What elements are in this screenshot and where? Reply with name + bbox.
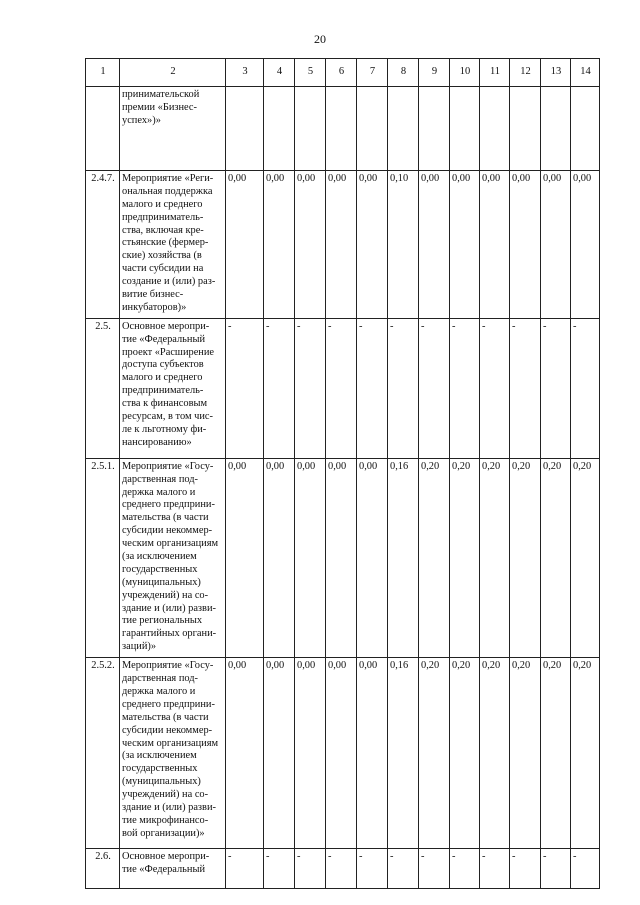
row-description [120, 849, 226, 889]
table-header-row [86, 59, 600, 87]
value-cell: - [450, 318, 480, 458]
table-row [86, 171, 600, 319]
value-cell: 0,00 [450, 171, 480, 319]
description-line: малого и среднего [122, 372, 203, 384]
description-line: (за исключением [122, 551, 197, 563]
value-cell [480, 87, 510, 171]
value-cell [419, 87, 450, 171]
value-cell: 0,00 [510, 171, 541, 319]
value-cell: - [480, 849, 510, 889]
value-cell [326, 87, 357, 171]
table-row [86, 458, 600, 657]
column-header: 5 [295, 59, 326, 87]
description-line: среднего предприни- [122, 499, 215, 511]
value-cell: 0,00 [226, 458, 264, 657]
description-line: витие бизнес- [122, 289, 184, 301]
value-cell [388, 87, 419, 171]
value-cell: 0,20 [510, 458, 541, 657]
value-cell: 0,20 [419, 458, 450, 657]
value-cell: - [571, 849, 600, 889]
value-cell: 0,20 [571, 458, 600, 657]
value-cell: - [419, 318, 450, 458]
description-line: части субсидии на [122, 263, 204, 275]
value-cell [264, 87, 295, 171]
description-line: малого и среднего [122, 198, 203, 210]
value-cell: - [541, 849, 571, 889]
description-line: тие микрофинансо- [122, 814, 209, 826]
page-number: 20 [314, 32, 326, 46]
description-line: здание и (или) разви- [122, 602, 216, 614]
column-header: 12 [510, 59, 541, 87]
description-line: держка малого и [122, 685, 196, 697]
value-cell: 0,20 [419, 658, 450, 849]
row-description [120, 318, 226, 458]
row-description [120, 658, 226, 849]
description-line: ческим организациям [122, 737, 219, 749]
description-line: тие «Федеральный [122, 333, 206, 345]
value-cell: 0,20 [450, 658, 480, 849]
column-header: 10 [450, 59, 480, 87]
description-line: учреждений) на со- [122, 589, 209, 601]
value-cell: - [264, 318, 295, 458]
value-cell: 0,00 [326, 458, 357, 657]
description-line: (муниципальных) [122, 576, 201, 588]
row-description [120, 458, 226, 657]
value-cell: - [510, 318, 541, 458]
value-cell: - [326, 849, 357, 889]
description-line: государственных [122, 563, 198, 575]
value-cell: - [541, 318, 571, 458]
value-cell [357, 87, 388, 171]
value-cell: - [480, 318, 510, 458]
description-line: успех»)» [122, 114, 161, 126]
row-number: 2.5.1. [86, 458, 120, 657]
value-cell: 0,16 [388, 658, 419, 849]
description-line: держка малого и [122, 486, 196, 498]
column-header: 1 [86, 59, 120, 87]
description-line: проект «Расширение [122, 346, 215, 358]
description-line: государственных [122, 763, 198, 775]
value-cell: - [510, 849, 541, 889]
value-cell: 0,00 [226, 658, 264, 849]
description-line: мательства (в части [122, 711, 209, 723]
indicators-table [85, 58, 600, 889]
value-cell: 0,00 [357, 171, 388, 319]
value-cell: 0,20 [541, 658, 571, 849]
value-cell: 0,00 [571, 171, 600, 319]
description-line: гарантийных органи- [122, 628, 217, 640]
table-row [86, 849, 600, 889]
value-cell [541, 87, 571, 171]
description-line: ле к льготному фи- [122, 423, 207, 435]
value-cell: 0,20 [510, 658, 541, 849]
value-cell: - [226, 318, 264, 458]
value-cell: 0,16 [388, 458, 419, 657]
value-cell: 0,00 [357, 458, 388, 657]
description-line: ские) хозяйства (в [122, 250, 202, 262]
table-row [86, 658, 600, 849]
value-cell: 0,00 [264, 658, 295, 849]
value-cell: 0,00 [264, 171, 295, 319]
row-number: 2.6. [86, 849, 120, 889]
value-cell: 0,00 [264, 458, 295, 657]
value-cell: 0,00 [326, 171, 357, 319]
column-header: 9 [419, 59, 450, 87]
description-line: среднего предприни- [122, 698, 215, 710]
description-line: ресурсам, в том чис- [122, 411, 213, 423]
description-line: тие «Федеральный [122, 864, 206, 876]
column-header: 13 [541, 59, 571, 87]
description-line: заций)» [122, 641, 157, 653]
description-line: инкубаторов)» [122, 301, 187, 313]
description-line: субсидии некоммер- [122, 724, 213, 736]
value-cell: - [295, 318, 326, 458]
description-line: Мероприятие «Реги- [122, 173, 214, 184]
description-line: принимательской [122, 89, 200, 100]
description-line: стьянские (фермер- [122, 237, 209, 249]
description-line: предприниматель- [122, 385, 204, 397]
value-cell: 0,20 [541, 458, 571, 657]
column-header: 2 [120, 59, 226, 87]
value-cell: - [226, 849, 264, 889]
value-cell: 0,00 [419, 171, 450, 319]
row-description [120, 87, 226, 171]
value-cell [450, 87, 480, 171]
column-header: 8 [388, 59, 419, 87]
column-header: 11 [480, 59, 510, 87]
description-line: (за исключением [122, 750, 197, 762]
row-description [120, 171, 226, 319]
value-cell: - [357, 849, 388, 889]
column-header: 4 [264, 59, 295, 87]
value-cell: 0,10 [388, 171, 419, 319]
value-cell: 0,00 [295, 458, 326, 657]
column-header: 7 [357, 59, 388, 87]
row-number [86, 87, 120, 171]
value-cell [295, 87, 326, 171]
description-line: учреждений) на со- [122, 789, 209, 801]
description-line: Основное меропри- [122, 851, 210, 863]
value-cell: - [388, 849, 419, 889]
value-cell: 0,20 [450, 458, 480, 657]
value-cell: 0,00 [226, 171, 264, 319]
column-header: 3 [226, 59, 264, 87]
row-number: 2.5. [86, 318, 120, 458]
value-cell: 0,00 [357, 658, 388, 849]
value-cell: - [357, 318, 388, 458]
value-cell: 0,00 [480, 171, 510, 319]
description-line: нансированию» [122, 436, 192, 448]
value-cell: 0,00 [326, 658, 357, 849]
value-cell: 0,20 [480, 458, 510, 657]
description-line: дарственная под- [122, 473, 199, 485]
description-line: предприниматель- [122, 211, 204, 223]
description-line: вой организации)» [122, 827, 205, 839]
description-line: здание и (или) разви- [122, 801, 216, 813]
row-number: 2.4.7. [86, 171, 120, 319]
value-cell: 0,00 [295, 658, 326, 849]
value-cell: 0,00 [541, 171, 571, 319]
table-row [86, 87, 600, 171]
value-cell: 0,20 [480, 658, 510, 849]
value-cell: - [419, 849, 450, 889]
value-cell: - [450, 849, 480, 889]
description-line: мательства (в части [122, 512, 209, 524]
column-header: 6 [326, 59, 357, 87]
description-line: ческим организациям [122, 538, 219, 550]
description-line: субсидии некоммер- [122, 525, 213, 537]
value-cell: 0,20 [571, 658, 600, 849]
row-number: 2.5.2. [86, 658, 120, 849]
value-cell: - [264, 849, 295, 889]
value-cell: - [388, 318, 419, 458]
description-line: премии «Бизнес- [122, 101, 197, 113]
description-line: ональная поддержка [122, 185, 213, 197]
value-cell [571, 87, 600, 171]
value-cell [510, 87, 541, 171]
value-cell: - [295, 849, 326, 889]
description-line: дарственная под- [122, 673, 199, 685]
description-line: Мероприятие «Госу- [122, 460, 214, 472]
value-cell [226, 87, 264, 171]
description-line: ства к финансовым [122, 398, 208, 410]
description-line: доступа субъектов [122, 359, 204, 371]
description-line: (муниципальных) [122, 776, 201, 788]
column-header: 14 [571, 59, 600, 87]
value-cell: - [326, 318, 357, 458]
description-line: Основное меропри- [122, 320, 210, 332]
description-line: Мероприятие «Госу- [122, 660, 214, 672]
table-row [86, 318, 600, 458]
description-line: ства, включая кре- [122, 224, 204, 236]
description-line: тие региональных [122, 615, 203, 627]
description-line: создание и (или) раз- [122, 276, 216, 288]
value-cell: 0,00 [295, 171, 326, 319]
value-cell: - [571, 318, 600, 458]
